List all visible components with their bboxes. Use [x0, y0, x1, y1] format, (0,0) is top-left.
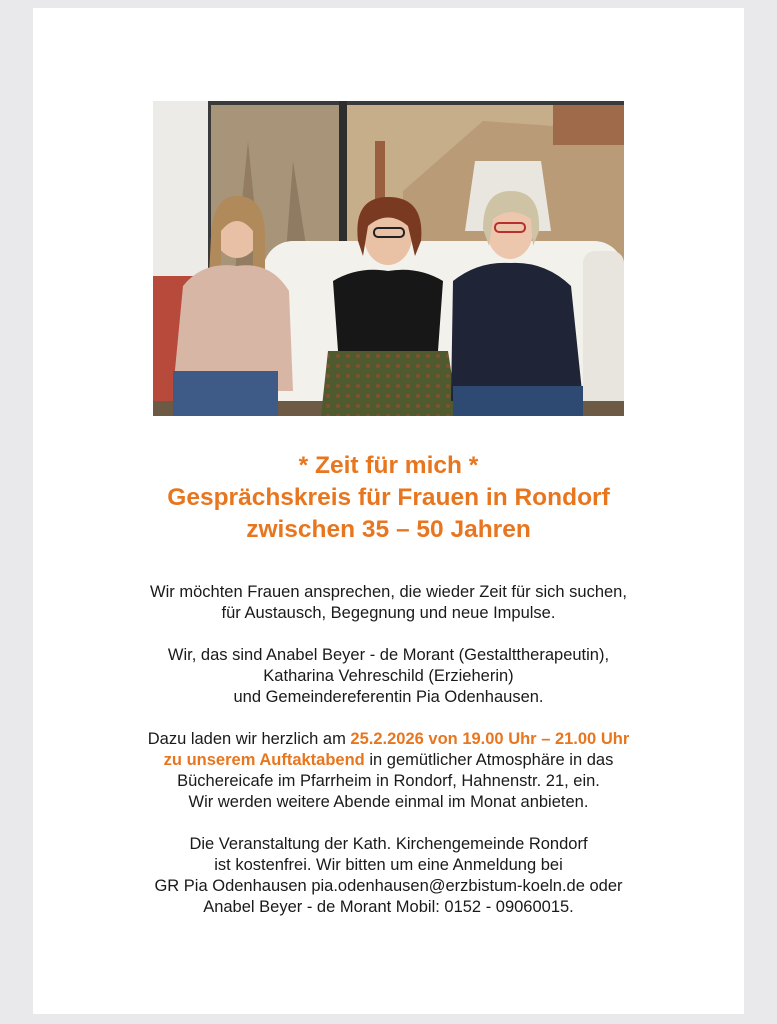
invite-line: Büchereicafe im Pfarrheim in Rondorf, Hahnenstr. 21, ein.: [177, 772, 600, 790]
invite-line: Wir werden weitere Abende einmal im Monat anbieten.: [188, 793, 589, 811]
intro-paragraph: [33, 582, 744, 624]
intro-line: Wir möchten Frauen ansprechen, die wieder Zeit für sich suchen,: [150, 583, 627, 601]
team-line: Katharina Vehreschild (Erzieherin): [263, 667, 514, 685]
event-headline: [33, 450, 744, 546]
contact-line: ist kostenfrei. Wir bitten um eine Anmeldung bei: [214, 856, 563, 874]
contact-paragraph: [33, 834, 744, 918]
headline-title: * Zeit für mich *: [298, 452, 479, 479]
invite-paragraph: [33, 729, 744, 813]
team-paragraph: [33, 645, 744, 708]
contact-line: Anabel Beyer - de Morant Mobil: 0152 - 09060015.: [203, 898, 574, 916]
invite-text: Dazu laden wir herzlich am: [147, 730, 351, 748]
headline-age-range: zwischen 35 – 50 Jahren: [246, 516, 531, 543]
kickoff-evening: zu unserem Auftaktabend: [163, 751, 365, 769]
group-photo-illustration: [153, 101, 624, 416]
group-photo: [153, 101, 624, 416]
team-line: und Gemeindereferentin Pia Odenhausen.: [233, 688, 544, 706]
flyer-page: [33, 8, 744, 1014]
invite-line: [33, 750, 744, 771]
invite-text: in gemütlicher Atmosphäre in das: [364, 751, 614, 769]
intro-line: für Austausch, Begegnung und neue Impulse.: [221, 604, 556, 622]
contact-line: GR Pia Odenhausen pia.odenhausen@erzbistum-koeln.de oder: [154, 877, 623, 895]
flyer-body: [33, 582, 744, 939]
invite-line: [33, 729, 744, 750]
headline-subtitle: Gesprächskreis für Frauen in Rondorf: [167, 484, 610, 511]
event-date-time: 25.2.2026 von 19.00 Uhr – 21.00 Uhr: [350, 730, 630, 748]
team-line: Wir, das sind Anabel Beyer - de Morant (Gestalttherapeutin),: [167, 646, 610, 664]
contact-line: Die Veranstaltung der Kath. Kirchengemeinde Rondorf: [189, 835, 588, 853]
